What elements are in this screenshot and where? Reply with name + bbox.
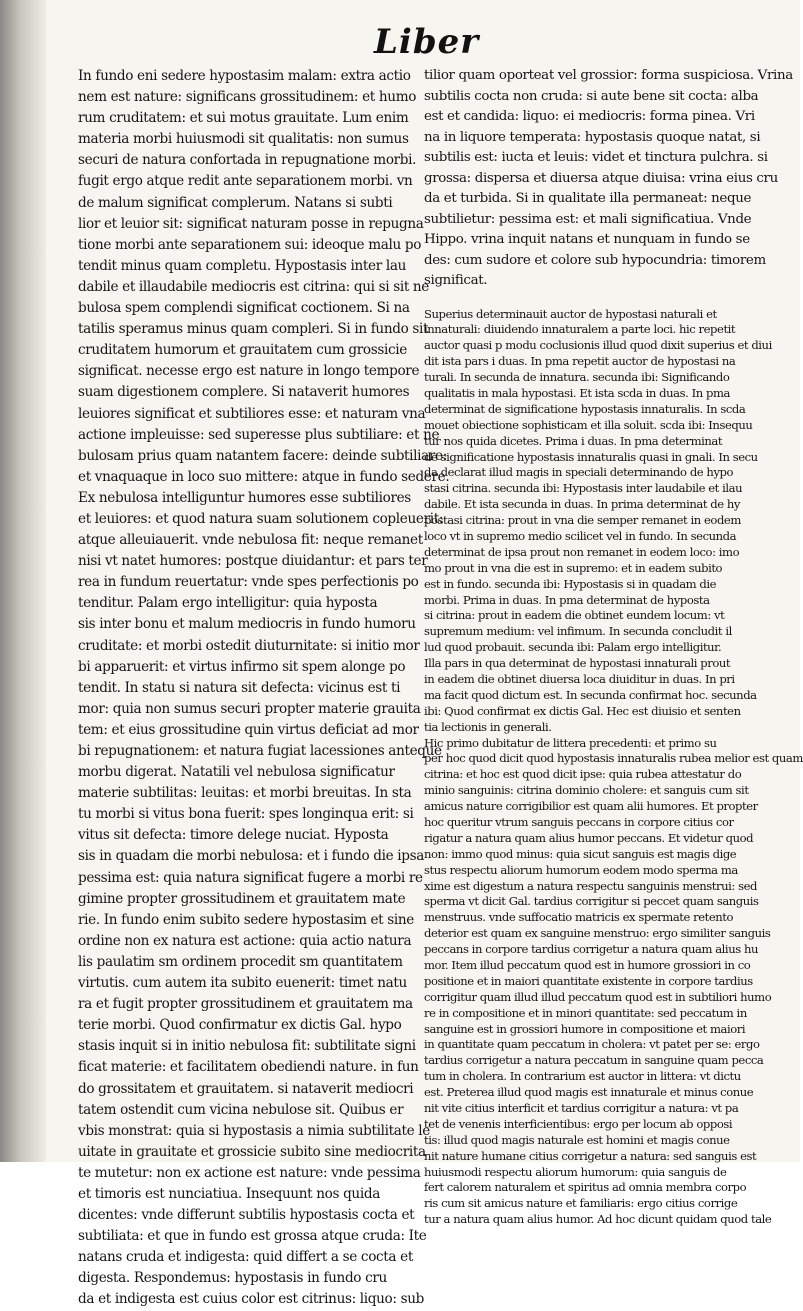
text-line: cruditatem humorum et grauitatem cum grossicie — [78, 342, 407, 359]
text-line: virtutis. cum autem ita subito euenerit: timet natu — [78, 975, 407, 992]
text-line: sis inter bonu et malum mediocris in fundo humoru — [78, 616, 416, 633]
text-line: tilior quam oporteat vel grossior: forma suspiciosa. Vrina — [424, 68, 793, 83]
text-line: des: cum sudore et colore sub hypocundria: timorem — [424, 252, 766, 268]
text-line: tenditur. Palam ergo intelligitur: quia hyposta — [78, 595, 378, 612]
text-line: nit nature humane citius corrigetur a natura: sed sanguis est — [424, 1148, 757, 1163]
text-line: significat. — [424, 273, 488, 288]
text-line: sperma vt dicit Gal. tardius corrigitur si peccet quam sanguis — [424, 894, 759, 909]
text-line: si citrina: prout in eadem die obtinet eundem locum: vt — [424, 608, 725, 623]
text-line: nit vite citius interficit et tardius corrigitur a natura: vt pa — [424, 1101, 739, 1116]
text-line: rigatur a natura quam alius humor peccans. Et videtur quod — [424, 830, 754, 845]
text-line: bi apparuerit: et virtus infirmo sit spem alonge po — [78, 658, 406, 675]
text-line: tatilis speramus minus quam compleri. Si in fundo sit — [78, 321, 429, 338]
text-line: sis in quadam die morbi nebulosa: et i fundo die ipsa — [78, 848, 424, 865]
text-line: supremum medium: vel infimum. In secunda concludit il — [424, 624, 732, 639]
text-line: determinat de significatione hypostasis innaturalis. In scda — [424, 401, 746, 416]
text-line: ordine non ex natura est actione: quia actio natura — [78, 932, 412, 949]
text-line: materia morbi huiusmodi sit qualitatis: non sumus — [78, 131, 409, 148]
text-line: per hoc quod dicit quod hypostasis innaturalis rubea melior est quam — [424, 751, 803, 766]
text-line: tet de venenis interficientibus: ergo per locum ab opposi — [424, 1116, 733, 1131]
text-line: de significatione hypostasis innaturalis quasi in gnali. In secu — [424, 449, 758, 464]
text-line: in quantitate quam peccatum in cholera: vt patet per se: ergo — [424, 1037, 760, 1052]
text-line: positione et in maiori quantitate existente in corpore tardius — [424, 973, 753, 988]
text-line: citrina: et hoc est quod dicit ipse: quia rubea attestatur do — [424, 767, 742, 782]
text-line: xime est digestum a natura respectu sanguinis menstrui: sed — [424, 878, 757, 893]
text-line: na in liquore temperata: hypostasis quoque natat, si — [424, 129, 761, 145]
text-line: da declarat illud magis in speciali determinando de hypo — [424, 465, 734, 480]
text-line: tia lectionis in generali. — [424, 719, 552, 734]
running-head: Liber — [374, 22, 480, 62]
text-line: tu morbi si vitus bona fuerit: spes longinqua erit: si — [78, 806, 414, 823]
text-line: suam digestionem complere. Si nataverit humores — [78, 384, 410, 401]
text-line: mo prout in vna die est in supremo: et in eadem subito — [424, 560, 723, 575]
text-line: te mutetur: non ex actione est nature: vnde pessima — [78, 1164, 421, 1181]
text-line: ra et fugit propter grossitudinem et grauitatem ma — [78, 996, 413, 1013]
text-line: subtilis est: iucta et leuis: videt et tinctura pulchra. si — [424, 150, 768, 165]
text-line: ficat materie: et facilitatem obediendi nature. in fun — [78, 1059, 419, 1076]
text-line: pessima est: quia natura significat fugere a morbi re — [78, 869, 423, 886]
text-line: hoc queritur vtrum sanguis peccans in corpore citius cor — [424, 815, 734, 829]
text-line: stasis inquit si in initio nebulosa fit: subtilitate signi — [78, 1038, 416, 1055]
text-line: natans cruda et indigesta: quid differt a se cocta et — [78, 1249, 413, 1266]
text-line: stasi citrina. secunda ibi: Hypostasis inter laudabile et ilau — [424, 481, 743, 496]
text-line: Superius determinauit auctor de hypostasi naturali et — [424, 306, 717, 321]
text-line: tatem ostendit cum vicina nebulose sit. Quibus er — [78, 1101, 404, 1118]
right-text-column — [424, 66, 803, 1227]
text-line: tendit. In statu si natura sit defecta: vicinus est ti — [78, 679, 401, 696]
text-line: dit ista pars i duas. In pma repetit auctor de hypostasi na — [424, 354, 736, 369]
text-line: ibi: Quod confirmat ex dictis Gal. Hec est diuisio et senten — [424, 703, 741, 718]
text-line: menstruus. vnde suffocatio matricis ex spermate retento — [424, 910, 734, 925]
text-line: cruditate: et morbi ostedit diuturnitate: si initio mor — [78, 637, 420, 654]
text-line: grossa: dispersa et diuersa atque diuisa: vrina eius cru — [424, 170, 778, 186]
text-line: nem est nature: significans grossitudinem: et humo — [78, 89, 417, 106]
text-line: subtilis cocta non cruda: si aute bene sit cocta: alba — [424, 88, 759, 104]
text-line: tis: illud quod magis naturale est homini et magis conue — [424, 1132, 730, 1147]
text-line: stus respectu aliorum humorum eodem modo sperma ma — [424, 862, 738, 877]
text-line: Hic primo dubitatur de littera precedenti: et primo su — [424, 735, 717, 750]
text-line: uitate in grauitate et grossicie subito sine mediocrita — [78, 1143, 426, 1160]
text-line: morbu digerat. Natatili vel nebulosa significatur — [78, 764, 395, 781]
text-line: est. Preterea illud quod magis est innaturale et minus conue — [424, 1085, 754, 1100]
text-line: In fundo eni sedere hypostasim malam: extra actio — [78, 68, 411, 84]
text-line: digesta. Respondemus: hypostasis in fundo cru — [78, 1270, 387, 1287]
text-line: loco vt in supremo medio scilicet vel in fundo. In secunda — [424, 528, 737, 543]
text-line: bulosam prius quam natantem facere: deinde subtiliare: — [78, 447, 447, 464]
text-line: et leuiores: et quod natura suam solutionem copleuerit: — [78, 510, 444, 527]
text-line: corrigitur quam illud illud peccatum quod est in subtiliori humo — [424, 989, 772, 1004]
text-line: materie subtilitas: leuitas: et morbi breuitas. In sta — [78, 785, 412, 802]
text-line: bulosa spem complendi significat coctionem. Si na — [78, 300, 410, 317]
text-line: dabile et illaudabile mediocris est citrina: qui si sit ne — [78, 278, 430, 295]
text-line: tardius corrigetur a natura peccatum in sanguine quam pecca — [424, 1053, 764, 1068]
text-line: ris cum sit amicus nature et familiaris: ergo citius corrige — [424, 1196, 738, 1211]
text-line: Ex nebulosa intelliguntur humores esse subtiliores — [78, 489, 411, 506]
text-line: rum cruditatem: et sui motus grauitate. Lum enim — [78, 110, 409, 127]
text-line: Hippo. vrina inquit natans et nunquam in fundo se — [424, 232, 750, 247]
text-line: postasi citrina: prout in vna die semper remanet in eodem — [424, 513, 741, 528]
text-line: tur nos quida dicetes. Prima i duas. In pma determinat — [424, 433, 723, 448]
text-line: securi de natura confortada in repugnatione morbi. — [78, 152, 417, 169]
text-line: bi repugnationem: et natura fugiat lacessiones anteque — [78, 743, 442, 759]
right-column-text-block — [424, 66, 793, 292]
text-line: auctor quasi p modu coclusionis illud quod dixit superius et diui — [424, 338, 772, 353]
text-line: da et turbida. Si in qualitate illa permaneat: neque — [424, 191, 752, 206]
text-line: Illa pars in qua determinat de hypostasi innaturali prout — [424, 656, 731, 671]
text-line: sanguine est in grossiori humore in compositione et maiori — [424, 1021, 746, 1036]
text-line: et timoris est nunciatiua. Insequunt nos quida — [78, 1185, 380, 1202]
text-line: rea in fundum reuertatur: vnde spes perfectionis po — [78, 574, 419, 591]
text-line: est in fundo. secunda ibi: Hypostasis si in quadam die — [424, 576, 717, 591]
text-line: morbi. Prima in duas. In pma determinat de hyposta — [424, 592, 710, 607]
text-line: determinat de ipsa prout non remanet in eodem loco: imo — [424, 544, 740, 559]
text-line: de malum significat complerum. Natans si subti — [78, 194, 393, 211]
left-text-column — [78, 66, 450, 1308]
text-line: et vnaquaque in loco suo mittere: atque in fundo sedere. — [78, 468, 450, 485]
text-line: fugit ergo atque redit ante separationem morbi. vn — [78, 173, 413, 190]
text-line: dabile. Et ista secunda in duas. In prima determinat de hy — [424, 497, 741, 512]
text-line: significat. necesse ergo est nature in longo tempore — [78, 363, 420, 380]
text-line: deterior est quam ex sanguine menstruo: ergo similiter sanguis — [424, 926, 771, 941]
text-line: vbis monstrat: quia si hypostasis a nimia subtilitate le — [78, 1122, 430, 1139]
binding-shadow — [0, 0, 46, 1162]
text-line: tem: et eius grossitudine quin virtus deficiat ad mor — [78, 721, 419, 738]
text-line: lior et leuior sit: significat naturam posse in repugna — [78, 215, 424, 232]
text-line: in eadem die obtinet diuersa loca diuiditur in duas. In pri — [424, 671, 735, 686]
text-line: lis paulatim sm ordinem procedit sm quantitatem — [78, 953, 403, 970]
text-line: re in compositione et in minori quantitate: sed peccatum in — [424, 1005, 747, 1020]
text-line: mor: quia non sumus securi propter materie grauita — [78, 700, 421, 717]
text-line: qualitatis in mala hypostasi. Et ista scda in duas. In pma — [424, 385, 730, 400]
text-line: huiusmodi respectu aliorum humorum: quia sanguis de — [424, 1164, 727, 1179]
text-line: atque alleuiauerit. vnde nebulosa fit: neque remanet — [78, 532, 423, 549]
text-line: tendit minus quam completu. Hypostasis inter lau — [78, 257, 406, 274]
commentary-text-block — [424, 306, 803, 1229]
text-line: tur a natura quam alius humor. Ad hoc dicunt quidam quod tale — [424, 1212, 772, 1227]
text-line: tum in cholera. In contrarium est auctor in littera: vt dictu — [424, 1069, 741, 1084]
text-line: subtilietur: pessima est: et mali significatiua. Vnde — [424, 211, 752, 227]
text-line: mor. Item illud peccatum quod est in humore grossiori in co — [424, 958, 751, 973]
text-line: peccans in corpore tardius corrigetur a natura quam alius hu — [424, 942, 758, 957]
text-line: vitus sit defecta: timore delege nuciat. Hyposta — [78, 827, 389, 844]
text-line: rie. In fundo enim subito sedere hypostasim et sine — [78, 911, 414, 928]
text-line: mouet obiectione sophisticam et illa soluit. scda ibi: Insequu — [424, 417, 753, 432]
text-line: lud quod probauit. secunda ibi: Palam ergo intelligitur. — [424, 640, 722, 655]
text-line: da et indigesta est cuius color est citrinus: liquo: sub — [78, 1291, 424, 1308]
text-line: amicus nature corrigibilior est quam alii humores. Et propter — [424, 799, 758, 814]
text-line: ma facit quod dictum est. In secunda confirmat hoc. secunda — [424, 687, 757, 702]
text-line: terie morbi. Quod confirmatur ex dictis Gal. hypo — [78, 1017, 402, 1034]
text-line: nisi vt natet humores: postque diuidantur: et pars ter — [78, 553, 428, 570]
text-line: actione impleuisse: sed superesse plus subtiliare: et ne — [78, 426, 440, 443]
text-line: innaturali: diuidendo innaturalem a parte loci. hic repetit — [424, 322, 736, 337]
text-line: dicentes: vnde differunt subtilis hypostasis cocta et — [78, 1207, 415, 1224]
text-line: est et candida: liquo: ei mediocris: forma pinea. Vri — [424, 109, 755, 124]
text-line: minio sanguinis: citrina dominio cholere: et sanguis cum sit — [424, 783, 749, 798]
text-line: fert calorem naturalem et spiritus ad omnia membra corpo — [424, 1180, 747, 1195]
text-line: non: immo quod minus: quia sicut sanguis est magis dige — [424, 846, 737, 861]
text-line: tione morbi ante separationem sui: ideoque malu po — [78, 236, 422, 253]
text-line: gimine propter grossitudinem et grauitatem mate — [78, 890, 406, 907]
text-line: do grossitatem et grauitatem. si nataverit mediocri — [78, 1080, 414, 1097]
text-line: leuiores significat et subtiliores esse: et naturam vna — [78, 405, 426, 422]
text-line: turali. In secunda de innatura. secunda ibi: Significando — [424, 370, 730, 385]
text-line: subtiliata: et que in fundo est grossa atque cruda: Ite — [78, 1228, 427, 1245]
